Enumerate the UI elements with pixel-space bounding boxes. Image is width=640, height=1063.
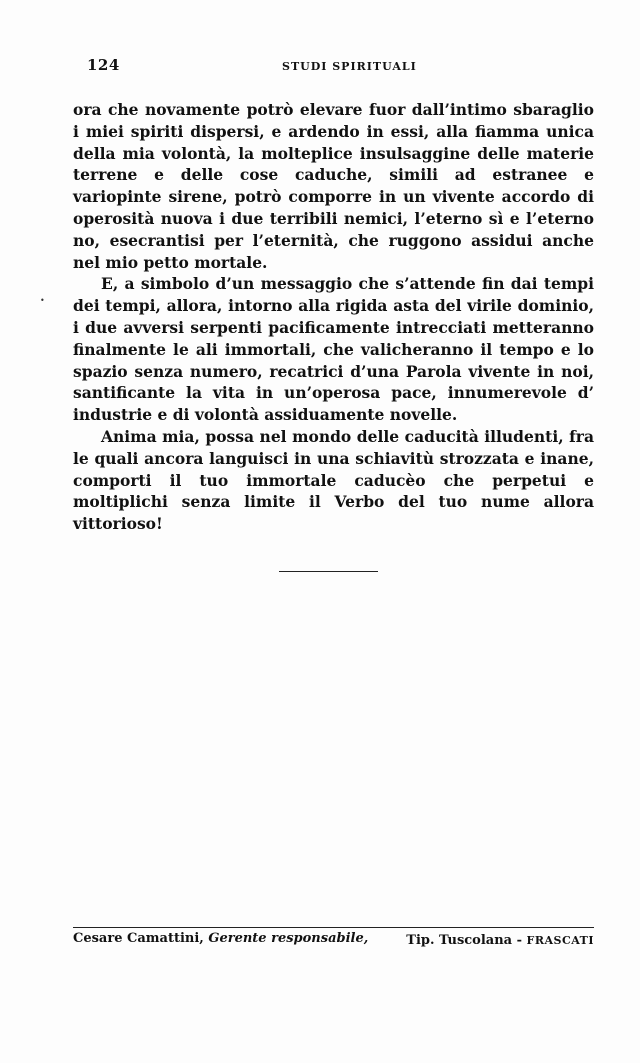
margin-mark: • xyxy=(40,296,45,305)
body-text xyxy=(73,99,594,535)
running-title: STUDI SPIRITUALI xyxy=(282,60,417,73)
footer-printer-name: Tip. Tuscolana - xyxy=(406,933,523,948)
paragraph-2: E, a simbolo d’un messaggio che s’attende fin dai tempi dei tempi, allora, intorno alla rigida asta del virile dominio, i due avversi serpenti pacificamente intrecciati metteranno finalmente le ali immortali, che valicheranno il tempo e lo spazio senza numero, recatrici d’una Parola vivente in noi, santificante la vita in un’operosa pace, innumerevole d’ industrie e di volontà assiduamente novelle. xyxy=(73,274,594,425)
page-number: 124 xyxy=(87,56,120,74)
footer-role: Gerente responsabile, xyxy=(208,931,369,946)
footer-printer xyxy=(406,933,594,948)
footer-place: FRASCATI xyxy=(526,934,594,947)
paragraph-3: Anima mia, possa nel mondo delle caducità illudenti, fra le quali ancora languisci in una schiavitù strozzata e inane, comporti il tuo immortale caducèo che perpetui e moltiplichi senza limite il Verbo del tuo nume allora vittorioso! xyxy=(73,426,594,534)
section-separator-rule xyxy=(279,571,378,572)
footer-credit xyxy=(73,931,368,946)
footer-rule xyxy=(73,927,594,928)
footer-name: Cesare Camattini, xyxy=(73,931,204,946)
paragraph-1: ora che novamente potrò elevare fuor dall’intimo sbaraglio i miei spiriti dispersi, e ardendo in essi, alla fiamma unica della mia volontà, la molteplice insulsaggine delle materie terrene e delle cose caduche, simili ad estranee e variopinte sirene, potrò comporre in un vivente accordo di operosità nuova i due terribili nemici, l’eterno sì e l’eterno no, esecrantisi per l’eternità, che ruggono assidui anche nel mio petto mortale. xyxy=(73,100,594,272)
